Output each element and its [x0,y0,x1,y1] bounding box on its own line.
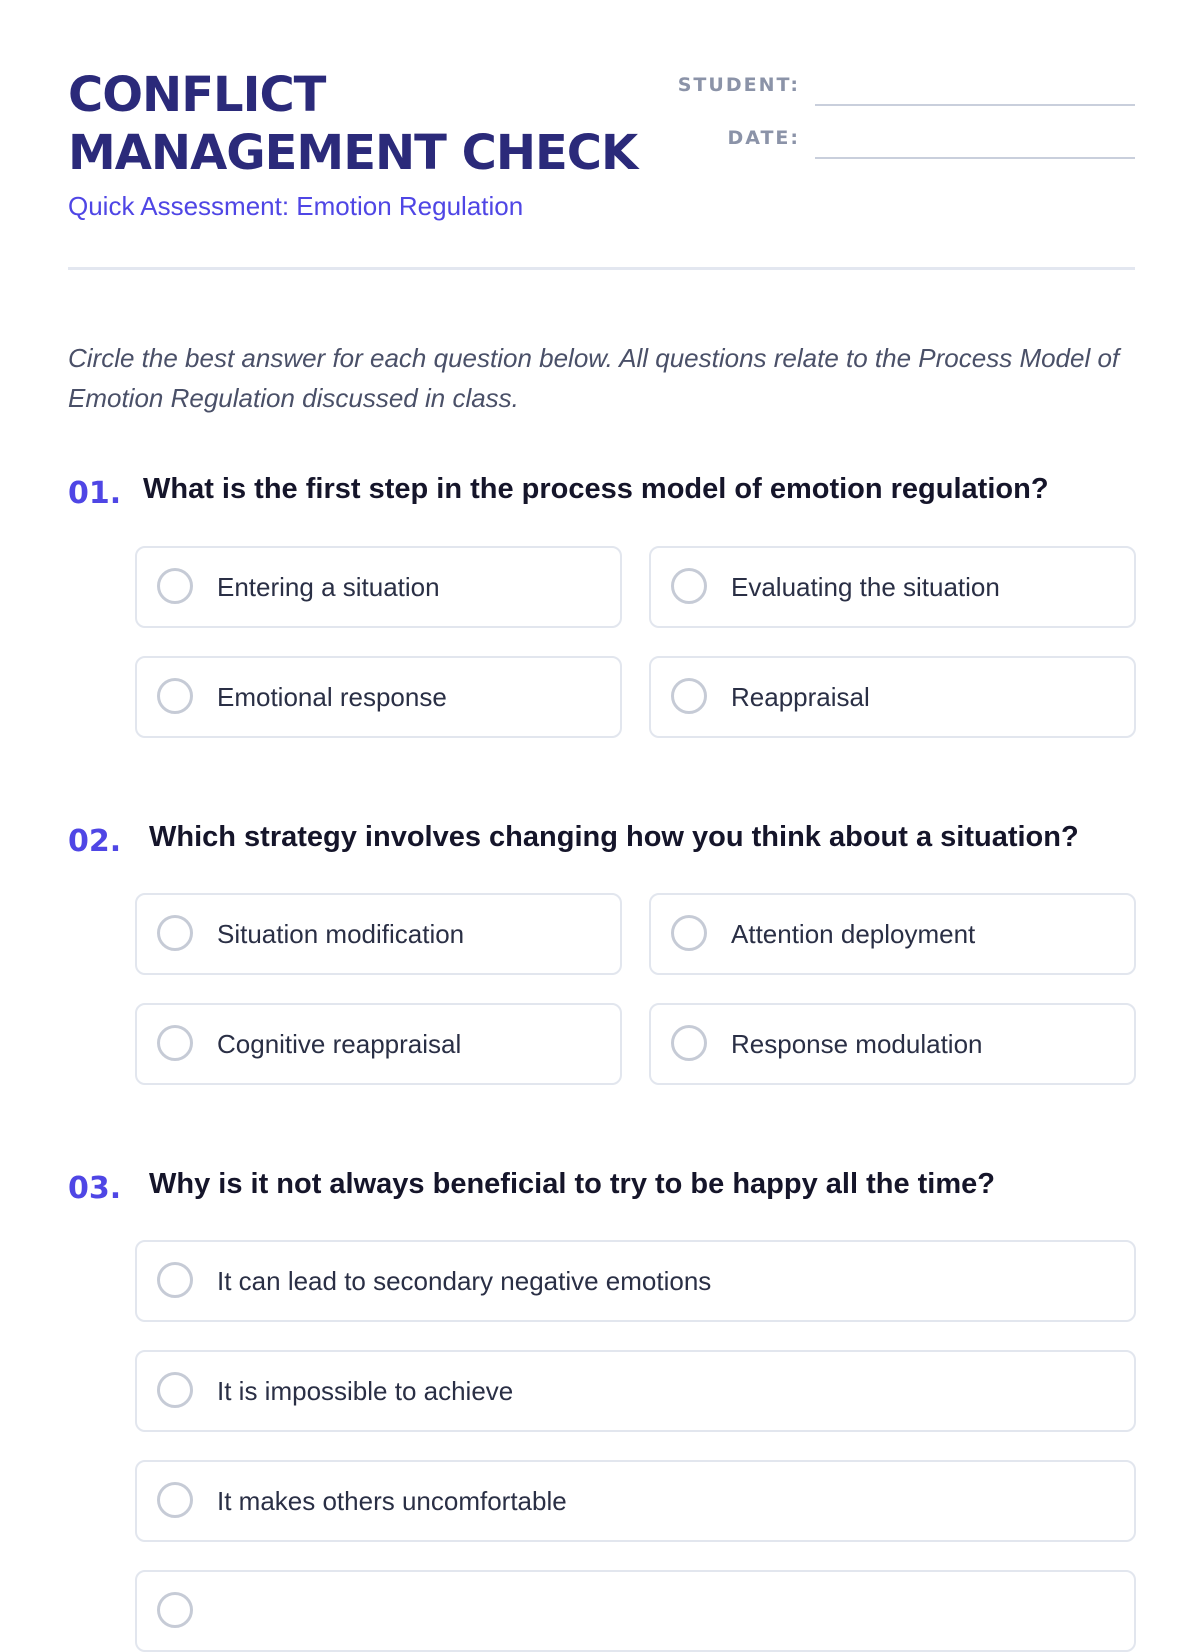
radio-circle-icon [671,678,707,714]
answer-option[interactable] [135,1350,1136,1432]
radio-circle-icon [157,1025,193,1061]
answer-label: Evaluating the situation [731,572,1000,602]
radio-circle-icon [157,1262,193,1298]
answer-option[interactable] [649,1003,1136,1085]
date-field[interactable] [815,157,1135,159]
student-name-field[interactable] [815,104,1135,106]
question-number: 03. [68,1171,122,1206]
answer-label: It can lead to secondary negative emotions [217,1266,712,1296]
radio-circle-icon [671,915,707,951]
radio-circle-icon [157,1482,193,1518]
title-line-1: CONFLICT [68,67,326,123]
question-text: What is the first step in the process model of emotion regulation? [143,473,1049,505]
answer-label: Entering a situation [217,572,440,602]
radio-circle-icon [157,1372,193,1408]
date-label: DATE: [727,127,800,149]
page-title [68,66,668,182]
answer-label: It makes others uncomfortable [217,1486,567,1516]
answer-label: It is impossible to achieve [217,1376,514,1406]
answer-option[interactable] [135,1460,1136,1542]
radio-circle-icon [671,1025,707,1061]
answer-option[interactable] [649,893,1136,975]
student-label: STUDENT: [677,74,800,96]
answer-option[interactable] [135,893,622,975]
answer-option[interactable] [135,1240,1136,1322]
question-number: 01. [68,476,122,511]
question-number: 02. [68,824,122,859]
question-text: Which strategy involves changing how you think about a situation? [149,821,1079,853]
radio-circle-icon [671,568,707,604]
answer-option[interactable] [135,546,622,628]
radio-circle-icon [157,1592,193,1628]
answer-option[interactable] [135,656,622,738]
radio-circle-icon [157,568,193,604]
answer-label: Situation modification [217,919,465,949]
instructions-text: Circle the best answer for each question below. All questions relate to the Process Model of Emotion Regulation discussed in class. [68,343,1120,413]
answer-option[interactable] [649,546,1136,628]
header-divider [68,267,1135,270]
answer-label: Attention deployment [731,919,976,949]
question-text: Why is it not always beneficial to try to be happy all the time? [149,1168,995,1200]
radio-circle-icon [157,678,193,714]
radio-circle-icon [157,915,193,951]
title-line-2: MANAGEMENT CHECK [68,125,638,181]
answer-label: Cognitive reappraisal [217,1029,462,1059]
answer-option[interactable] [135,1003,622,1085]
page-subtitle: Quick Assessment: Emotion Regulation [68,191,524,221]
answer-option[interactable] [135,1570,1136,1652]
answer-option[interactable] [649,656,1136,738]
answer-label: Reappraisal [731,682,870,712]
answer-label: Emotional response [217,682,447,712]
answer-label: Response modulation [731,1029,983,1059]
